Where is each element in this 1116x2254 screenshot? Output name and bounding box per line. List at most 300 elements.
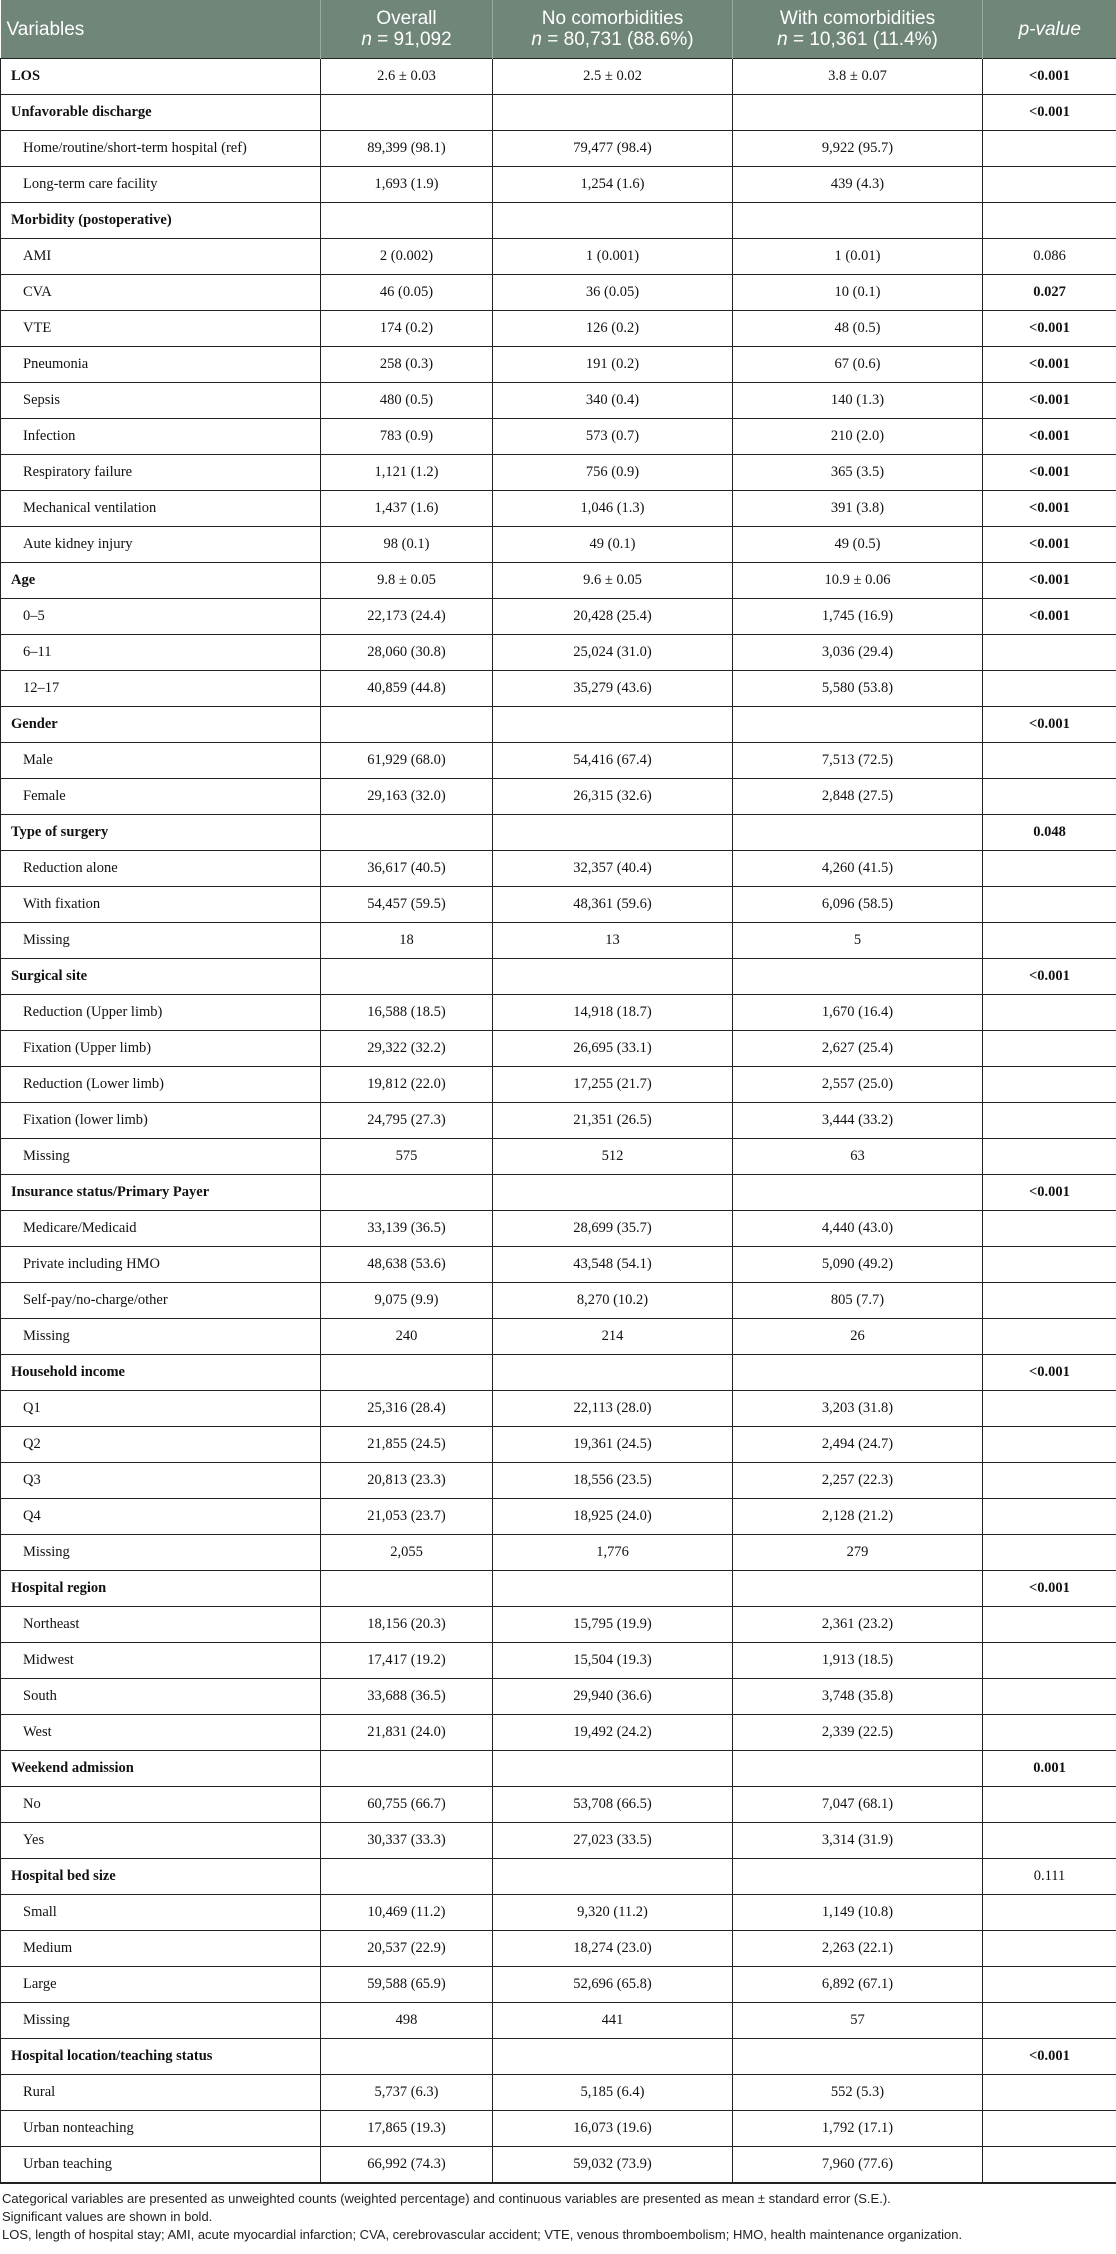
cell-with-comorbidities: 6,096 (58.5): [733, 887, 983, 923]
cell-overall: 40,859 (44.8): [321, 671, 493, 707]
cell-overall: 20,537 (22.9): [321, 1931, 493, 1967]
cell-overall: 2.6 ± 0.03: [321, 59, 493, 95]
cell-overall: 59,588 (65.9): [321, 1967, 493, 2003]
table-row: [1, 743, 1116, 779]
table-row-category: [1, 563, 1116, 599]
cell-no-comorbidities: [493, 1751, 733, 1787]
cell-with-comorbidities: 10.9 ± 0.06: [733, 563, 983, 599]
cell-p-value: [983, 779, 1116, 815]
cell-overall: 21,831 (24.0): [321, 1715, 493, 1751]
cell-no-comorbidities: 32,357 (40.4): [493, 851, 733, 887]
table-row: [1, 2003, 1116, 2039]
cell-overall: 1,437 (1.6): [321, 491, 493, 527]
cell-p-value: [983, 203, 1116, 239]
cell-overall: 16,588 (18.5): [321, 995, 493, 1031]
table-row-category: [1, 1571, 1116, 1607]
cell-with-comorbidities: 4,260 (41.5): [733, 851, 983, 887]
cell-overall: [321, 1859, 493, 1895]
row-label: Male: [1, 743, 321, 779]
cell-with-comorbidities: 1 (0.01): [733, 239, 983, 275]
cell-p-value: [983, 2003, 1116, 2039]
cell-overall: 5,737 (6.3): [321, 2075, 493, 2111]
row-label: Mechanical ventilation: [1, 491, 321, 527]
header-p-value: [983, 0, 1116, 59]
cell-with-comorbidities: 5: [733, 923, 983, 959]
table-row: [1, 347, 1116, 383]
cell-overall: 480 (0.5): [321, 383, 493, 419]
cell-overall: 174 (0.2): [321, 311, 493, 347]
table-row: [1, 491, 1116, 527]
cell-overall: 48,638 (53.6): [321, 1247, 493, 1283]
table-row: [1, 671, 1116, 707]
cell-no-comorbidities: 441: [493, 2003, 733, 2039]
row-label: Private including HMO: [1, 1247, 321, 1283]
table-row: [1, 455, 1116, 491]
cell-no-comorbidities: [493, 1571, 733, 1607]
cell-with-comorbidities: 9,922 (95.7): [733, 131, 983, 167]
row-label: Medium: [1, 1931, 321, 1967]
cell-overall: 1,121 (1.2): [321, 455, 493, 491]
cell-p-value: 0.001: [983, 1751, 1116, 1787]
cell-no-comorbidities: 191 (0.2): [493, 347, 733, 383]
cell-p-value: [983, 1499, 1116, 1535]
cell-with-comorbidities: 3,314 (31.9): [733, 1823, 983, 1859]
cell-p-value: <0.001: [983, 383, 1116, 419]
row-label: Age: [1, 563, 321, 599]
cell-no-comorbidities: [493, 707, 733, 743]
header-no-comorbidities-label: No comorbidities: [541, 8, 684, 29]
cell-no-comorbidities: 5,185 (6.4): [493, 2075, 733, 2111]
cell-p-value: [983, 1031, 1116, 1067]
table-row-category: [1, 959, 1116, 995]
cell-with-comorbidities: 391 (3.8): [733, 491, 983, 527]
no-comorbidities-n-value: 80,731 (88.6%): [563, 29, 694, 50]
cell-no-comorbidities: 16,073 (19.6): [493, 2111, 733, 2147]
cell-no-comorbidities: 15,504 (19.3): [493, 1643, 733, 1679]
cell-no-comorbidities: 19,361 (24.5): [493, 1427, 733, 1463]
table-row: [1, 1931, 1116, 1967]
cell-overall: [321, 2039, 493, 2075]
table-row-category: [1, 1859, 1116, 1895]
cell-no-comorbidities: 22,113 (28.0): [493, 1391, 733, 1427]
cell-overall: [321, 707, 493, 743]
cell-no-comorbidities: 126 (0.2): [493, 311, 733, 347]
cell-no-comorbidities: [493, 815, 733, 851]
cell-with-comorbidities: 3,036 (29.4): [733, 635, 983, 671]
cell-with-comorbidities: 2,263 (22.1): [733, 1931, 983, 1967]
row-label: AMI: [1, 239, 321, 275]
cell-no-comorbidities: 52,696 (65.8): [493, 1967, 733, 2003]
table-row: [1, 1607, 1116, 1643]
cell-p-value: [983, 1535, 1116, 1571]
table-row-category: [1, 707, 1116, 743]
cell-p-value: [983, 131, 1116, 167]
footnote-presentation: Categorical variables are presented as unweighted counts (weighted percentage) and continuous variables are presented as mean ± standard error (S.E.).: [2, 2191, 891, 2206]
cell-p-value: [983, 2147, 1116, 2184]
table-row: [1, 527, 1116, 563]
cell-with-comorbidities: [733, 815, 983, 851]
cell-p-value: <0.001: [983, 1355, 1116, 1391]
header-with-comorbidities: [733, 0, 983, 59]
table-row: [1, 599, 1116, 635]
cell-overall: [321, 203, 493, 239]
row-label: Insurance status/Primary Payer: [1, 1175, 321, 1211]
cell-p-value: [983, 635, 1116, 671]
table-row: [1, 1103, 1116, 1139]
footnote-significance: Significant values are shown in bold.: [2, 2209, 213, 2224]
cell-p-value: [983, 1211, 1116, 1247]
row-label: Self-pay/no-charge/other: [1, 1283, 321, 1319]
cell-p-value: <0.001: [983, 1175, 1116, 1211]
cell-no-comorbidities: 54,416 (67.4): [493, 743, 733, 779]
row-label: Missing: [1, 2003, 321, 2039]
cell-with-comorbidities: 1,670 (16.4): [733, 995, 983, 1031]
row-label: Weekend admission: [1, 1751, 321, 1787]
cell-p-value: <0.001: [983, 599, 1116, 635]
cell-p-value: [983, 1067, 1116, 1103]
cell-with-comorbidities: [733, 1175, 983, 1211]
cell-overall: 28,060 (30.8): [321, 635, 493, 671]
table-row-category: [1, 2039, 1116, 2075]
cell-no-comorbidities: 18,556 (23.5): [493, 1463, 733, 1499]
cell-overall: 1,693 (1.9): [321, 167, 493, 203]
table-header-row: [1, 0, 1116, 59]
cell-with-comorbidities: [733, 2039, 983, 2075]
cell-overall: 89,399 (98.1): [321, 131, 493, 167]
cell-overall: 10,469 (11.2): [321, 1895, 493, 1931]
cell-no-comorbidities: 14,918 (18.7): [493, 995, 733, 1031]
cell-no-comorbidities: 340 (0.4): [493, 383, 733, 419]
table-row: [1, 167, 1116, 203]
cell-with-comorbidities: 4,440 (43.0): [733, 1211, 983, 1247]
row-label: Medicare/Medicaid: [1, 1211, 321, 1247]
cell-no-comorbidities: [493, 95, 733, 131]
table-row: [1, 1211, 1116, 1247]
row-label: Hospital region: [1, 1571, 321, 1607]
cell-no-comorbidities: 26,695 (33.1): [493, 1031, 733, 1067]
cell-no-comorbidities: 21,351 (26.5): [493, 1103, 733, 1139]
row-label: 0–5: [1, 599, 321, 635]
cell-overall: 17,865 (19.3): [321, 2111, 493, 2147]
cell-p-value: [983, 1643, 1116, 1679]
table-body: [1, 59, 1116, 2184]
row-label: Urban nonteaching: [1, 2111, 321, 2147]
cell-overall: 783 (0.9): [321, 419, 493, 455]
table-row: [1, 1463, 1116, 1499]
cell-overall: 29,163 (32.0): [321, 779, 493, 815]
table-row: [1, 1391, 1116, 1427]
cell-p-value: [983, 2075, 1116, 2111]
header-variables: [1, 0, 321, 59]
cell-with-comorbidities: 2,627 (25.4): [733, 1031, 983, 1067]
cell-with-comorbidities: 2,257 (22.3): [733, 1463, 983, 1499]
cell-with-comorbidities: 5,580 (53.8): [733, 671, 983, 707]
table-row: [1, 851, 1116, 887]
cell-no-comorbidities: 756 (0.9): [493, 455, 733, 491]
row-label: Missing: [1, 1535, 321, 1571]
cell-with-comorbidities: 48 (0.5): [733, 311, 983, 347]
row-label: Reduction (Upper limb): [1, 995, 321, 1031]
cell-overall: 46 (0.05): [321, 275, 493, 311]
cell-overall: 54,457 (59.5): [321, 887, 493, 923]
cell-no-comorbidities: 512: [493, 1139, 733, 1175]
table-row: [1, 1067, 1116, 1103]
cell-no-comorbidities: 9,320 (11.2): [493, 1895, 733, 1931]
cell-with-comorbidities: 279: [733, 1535, 983, 1571]
row-label: Female: [1, 779, 321, 815]
cell-p-value: <0.001: [983, 959, 1116, 995]
table-row-category: [1, 1355, 1116, 1391]
row-label: West: [1, 1715, 321, 1751]
cell-overall: 98 (0.1): [321, 527, 493, 563]
row-label: Yes: [1, 1823, 321, 1859]
cell-no-comorbidities: 9.6 ± 0.05: [493, 563, 733, 599]
cell-with-comorbidities: 210 (2.0): [733, 419, 983, 455]
row-label: Morbidity (postoperative): [1, 203, 321, 239]
table-row-category: [1, 203, 1116, 239]
cell-p-value: [983, 1103, 1116, 1139]
n-prefix: n: [361, 29, 372, 50]
cell-p-value: [983, 1931, 1116, 1967]
row-label: With fixation: [1, 887, 321, 923]
table-row-category: [1, 59, 1116, 95]
cell-p-value: <0.001: [983, 491, 1116, 527]
row-label: Missing: [1, 923, 321, 959]
cell-no-comorbidities: 2.5 ± 0.02: [493, 59, 733, 95]
cell-overall: 2,055: [321, 1535, 493, 1571]
row-label: Fixation (Upper limb): [1, 1031, 321, 1067]
cell-with-comorbidities: 2,494 (24.7): [733, 1427, 983, 1463]
row-label: Pneumonia: [1, 347, 321, 383]
overall-n-value: 91,092: [393, 29, 452, 50]
cell-p-value: [983, 923, 1116, 959]
cell-with-comorbidities: [733, 959, 983, 995]
with-comorbidities-n-value: 10,361 (11.4%): [809, 29, 938, 50]
cell-no-comorbidities: 1,254 (1.6): [493, 167, 733, 203]
table-row: [1, 635, 1116, 671]
cell-no-comorbidities: 573 (0.7): [493, 419, 733, 455]
table-row: [1, 1319, 1116, 1355]
row-label: VTE: [1, 311, 321, 347]
row-label: Reduction alone: [1, 851, 321, 887]
row-label: Midwest: [1, 1643, 321, 1679]
cell-p-value: <0.001: [983, 455, 1116, 491]
header-p-value-label: p-value: [1018, 18, 1081, 40]
table-row: [1, 419, 1116, 455]
row-label: Small: [1, 1895, 321, 1931]
table-row: [1, 995, 1116, 1031]
table-row: [1, 131, 1116, 167]
cell-with-comorbidities: [733, 95, 983, 131]
cell-overall: [321, 1571, 493, 1607]
cell-no-comorbidities: 18,925 (24.0): [493, 1499, 733, 1535]
row-label: Q1: [1, 1391, 321, 1427]
cell-p-value: [983, 1607, 1116, 1643]
cell-overall: 66,992 (74.3): [321, 2147, 493, 2184]
cell-p-value: [983, 167, 1116, 203]
cell-overall: 2 (0.002): [321, 239, 493, 275]
row-label: Hospital bed size: [1, 1859, 321, 1895]
cell-p-value: [983, 995, 1116, 1031]
cell-p-value: [983, 1139, 1116, 1175]
cell-no-comorbidities: 79,477 (98.4): [493, 131, 733, 167]
cell-no-comorbidities: 1 (0.001): [493, 239, 733, 275]
cell-with-comorbidities: 5,090 (49.2): [733, 1247, 983, 1283]
cell-no-comorbidities: 8,270 (10.2): [493, 1283, 733, 1319]
row-label: 12–17: [1, 671, 321, 707]
header-variables-label: Variables: [6, 18, 85, 40]
table-row: [1, 383, 1116, 419]
cell-with-comorbidities: 140 (1.3): [733, 383, 983, 419]
table-row: [1, 779, 1116, 815]
row-label: Household income: [1, 1355, 321, 1391]
row-label: Surgical site: [1, 959, 321, 995]
cell-no-comorbidities: [493, 1355, 733, 1391]
cell-p-value: [983, 2111, 1116, 2147]
cell-overall: 21,053 (23.7): [321, 1499, 493, 1535]
header-no-comorbidities-n: n = 80,731 (88.6%): [531, 29, 694, 50]
cell-with-comorbidities: 26: [733, 1319, 983, 1355]
cell-with-comorbidities: 1,913 (18.5): [733, 1643, 983, 1679]
cell-p-value: [983, 1319, 1116, 1355]
row-label: Rural: [1, 2075, 321, 2111]
cell-with-comorbidities: 3.8 ± 0.07: [733, 59, 983, 95]
cell-p-value: [983, 1787, 1116, 1823]
cell-p-value: [983, 1679, 1116, 1715]
cell-with-comorbidities: 2,339 (22.5): [733, 1715, 983, 1751]
cell-overall: 29,322 (32.2): [321, 1031, 493, 1067]
row-label: CVA: [1, 275, 321, 311]
table-row: [1, 311, 1116, 347]
cell-overall: 240: [321, 1319, 493, 1355]
table-row: [1, 1643, 1116, 1679]
cell-with-comorbidities: [733, 1571, 983, 1607]
n-prefix: n: [777, 29, 788, 50]
cell-p-value: [983, 743, 1116, 779]
cell-no-comorbidities: 48,361 (59.6): [493, 887, 733, 923]
cell-overall: 18: [321, 923, 493, 959]
header-overall-label: Overall: [376, 8, 437, 29]
cell-overall: [321, 1751, 493, 1787]
table-row: [1, 1535, 1116, 1571]
cell-overall: 21,855 (24.5): [321, 1427, 493, 1463]
cell-with-comorbidities: 1,792 (17.1): [733, 2111, 983, 2147]
cell-with-comorbidities: 2,848 (27.5): [733, 779, 983, 815]
row-label: Unfavorable discharge: [1, 95, 321, 131]
cell-with-comorbidities: [733, 1751, 983, 1787]
cell-no-comorbidities: [493, 959, 733, 995]
cell-p-value: <0.001: [983, 419, 1116, 455]
cell-with-comorbidities: 57: [733, 2003, 983, 2039]
table-row: [1, 1787, 1116, 1823]
footnote-abbreviations: LOS, length of hospital stay; AMI, acute myocardial infarction; CVA, cerebrovascular accident; VTE, venous thromboembolism; HMO, health maintenance organization.: [2, 2227, 963, 2242]
cell-overall: 25,316 (28.4): [321, 1391, 493, 1427]
table-row: [1, 923, 1116, 959]
table-row: [1, 2075, 1116, 2111]
row-label: Missing: [1, 1139, 321, 1175]
table-row: [1, 239, 1116, 275]
table-row-category: [1, 1751, 1116, 1787]
cell-p-value: <0.001: [983, 563, 1116, 599]
row-label: LOS: [1, 59, 321, 95]
cell-p-value: [983, 1967, 1116, 2003]
row-label: Missing: [1, 1319, 321, 1355]
table-row: [1, 887, 1116, 923]
cell-no-comorbidities: 28,699 (35.7): [493, 1211, 733, 1247]
cell-p-value: <0.001: [983, 2039, 1116, 2075]
cell-overall: 61,929 (68.0): [321, 743, 493, 779]
cell-p-value: [983, 887, 1116, 923]
cell-no-comorbidities: 35,279 (43.6): [493, 671, 733, 707]
cell-overall: 575: [321, 1139, 493, 1175]
table-row: [1, 1499, 1116, 1535]
cell-overall: 17,417 (19.2): [321, 1643, 493, 1679]
cell-no-comorbidities: 214: [493, 1319, 733, 1355]
cell-no-comorbidities: 13: [493, 923, 733, 959]
header-with-comorbidities-n: n = 10,361 (11.4%): [777, 29, 938, 50]
cell-overall: [321, 959, 493, 995]
cell-with-comorbidities: 552 (5.3): [733, 2075, 983, 2111]
cell-overall: 9,075 (9.9): [321, 1283, 493, 1319]
table-row: [1, 1247, 1116, 1283]
cell-p-value: 0.027: [983, 275, 1116, 311]
cell-p-value: 0.048: [983, 815, 1116, 851]
row-label: Home/routine/short-term hospital (ref): [1, 131, 321, 167]
cell-with-comorbidities: 63: [733, 1139, 983, 1175]
cell-overall: 33,139 (36.5): [321, 1211, 493, 1247]
cell-with-comorbidities: 805 (7.7): [733, 1283, 983, 1319]
header-overall-n: n = 91,092: [361, 29, 452, 50]
row-label: Long-term care facility: [1, 167, 321, 203]
cell-p-value: [983, 851, 1116, 887]
cell-no-comorbidities: [493, 1859, 733, 1895]
cell-with-comorbidities: 365 (3.5): [733, 455, 983, 491]
cell-overall: 60,755 (66.7): [321, 1787, 493, 1823]
cell-no-comorbidities: 17,255 (21.7): [493, 1067, 733, 1103]
cell-overall: [321, 1175, 493, 1211]
cell-no-comorbidities: 43,548 (54.1): [493, 1247, 733, 1283]
cell-overall: 9.8 ± 0.05: [321, 563, 493, 599]
cell-no-comorbidities: 49 (0.1): [493, 527, 733, 563]
cell-with-comorbidities: 2,128 (21.2): [733, 1499, 983, 1535]
cell-no-comorbidities: 15,795 (19.9): [493, 1607, 733, 1643]
row-label: Respiratory failure: [1, 455, 321, 491]
cell-overall: [321, 815, 493, 851]
cell-p-value: <0.001: [983, 1571, 1116, 1607]
cell-p-value: [983, 1427, 1116, 1463]
cell-p-value: <0.001: [983, 311, 1116, 347]
row-label: Fixation (lower limb): [1, 1103, 321, 1139]
cell-overall: 20,813 (23.3): [321, 1463, 493, 1499]
cell-with-comorbidities: 7,513 (72.5): [733, 743, 983, 779]
cell-p-value: <0.001: [983, 527, 1116, 563]
cell-with-comorbidities: 2,361 (23.2): [733, 1607, 983, 1643]
cell-overall: [321, 95, 493, 131]
header-overall: [321, 0, 493, 59]
table-row: [1, 1031, 1116, 1067]
row-label: Sepsis: [1, 383, 321, 419]
cell-no-comorbidities: 25,024 (31.0): [493, 635, 733, 671]
cell-with-comorbidities: 3,748 (35.8): [733, 1679, 983, 1715]
cell-p-value: [983, 1247, 1116, 1283]
table-row: [1, 1283, 1116, 1319]
table-row: [1, 275, 1116, 311]
row-label: Northeast: [1, 1607, 321, 1643]
table-row: [1, 1139, 1116, 1175]
row-label: Q3: [1, 1463, 321, 1499]
n-prefix: n: [531, 29, 542, 50]
row-label: Infection: [1, 419, 321, 455]
